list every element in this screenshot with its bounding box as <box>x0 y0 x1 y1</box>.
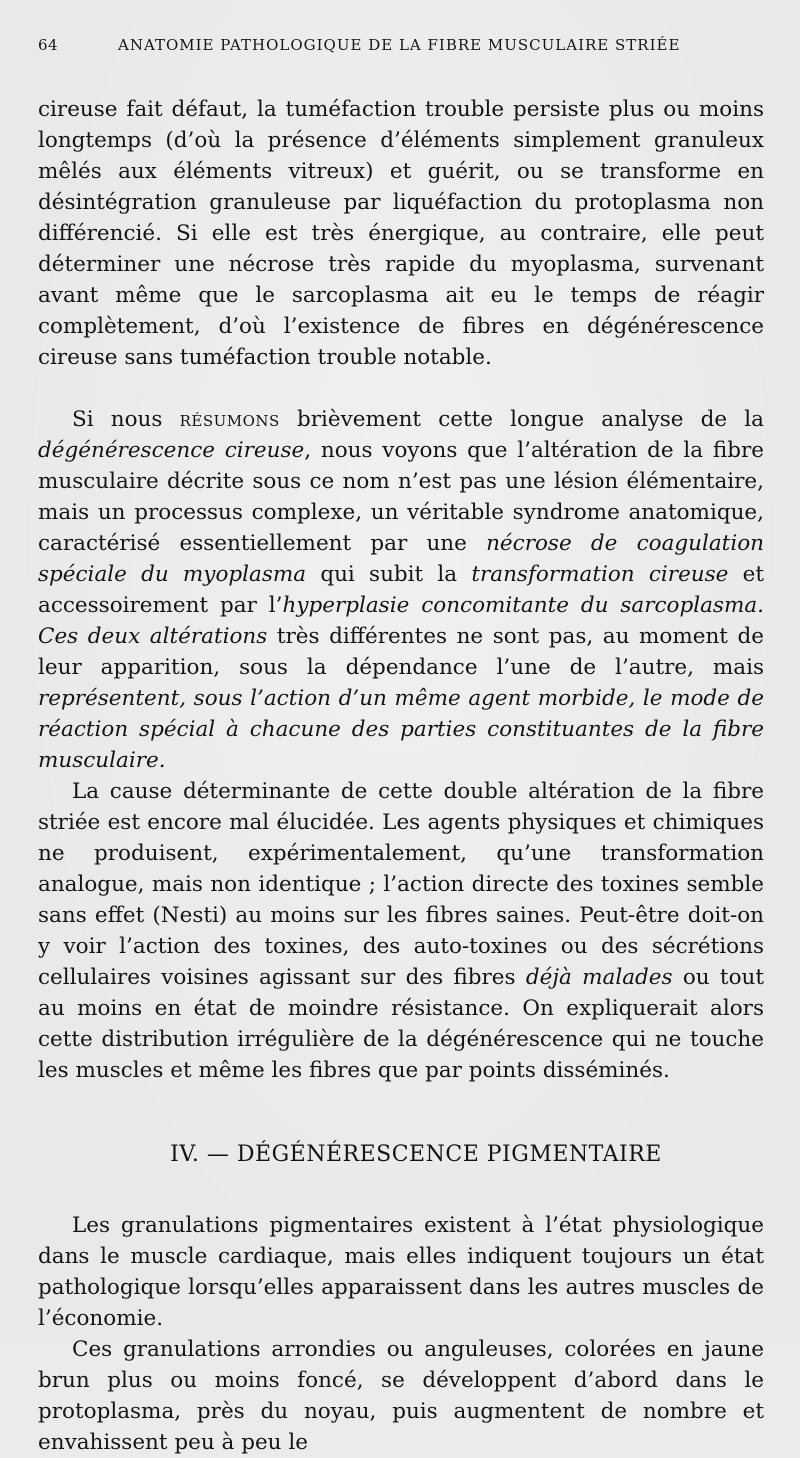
paragraph-2 <box>38 404 764 776</box>
paragraph-1-text: cireuse fait défaut, la tuméfaction trouble persiste plus ou moins longtemps (d’où la présence d’éléments simplement granuleux mêlés aux éléments vitreux) et guérit, ou se transforme en désintégration granuleuse par liquéfaction du protoplasma non différencié. Si elle est très énergique, au contraire, elle peut déterminer une nécrose très rapide du myoplasma, survenant avant même que le sarcoplasma ait eu le temps de réagir complètement, d’où l’existence de fibres en dégénérescence cireuse sans tuméfaction trouble notable. <box>38 97 764 370</box>
p2-text-5: et accessoirement par l’ <box>38 562 764 618</box>
paragraph-5 <box>38 1334 764 1458</box>
p2-text-1: Si nous <box>72 407 180 432</box>
p3-text-2: ou tout au moins en état de moindre résistance. On expliquerait alors cette distribution irrégulière de la dégénérescence qui ne touche les muscles et même les fibres que par points disséminés. <box>38 965 764 1083</box>
p2-text-3: , nous voyons que l’altération de la fibre musculaire décrite sous ce nom n’est pas une lésion élémentaire, mais un processus complexe, un véritable syndrome anatomique, caractérisé essentiellement par une <box>38 438 764 556</box>
p2-italic-necrose: nécrose de coagulation spéciale du myoplasma <box>38 531 764 587</box>
p2-italic-transformation: transformation cireuse <box>471 562 729 587</box>
running-header <box>38 30 764 58</box>
running-title: ANATOMIE PATHOLOGIQUE DE LA FIBRE MUSCULAIRE STRIÉE <box>118 36 681 54</box>
p3-text-1: La cause déterminante de cette double altération de la fibre striée est encore mal élucidée. Les agents physiques et chimiques ne produisent, expérimentalement, qu’une transformation analogue, mais non identique ; l’action directe des toxines semble sans effet (Nesti) au moins sur les fibres saines. Peut-être doit-on y voir l’action des toxines, des auto-toxines ou des sécrétions cellulaires voisines agissant sur des fibres <box>38 779 764 990</box>
page-body <box>38 94 764 1458</box>
paragraph-5-text: Ces granulations arrondies ou anguleuses, colorées en jaune brun plus ou moins foncé, se développent d’abord dans le protoplasma, près du noyau, puis augmentent de nombre et envahissent peu à peu le <box>38 1337 764 1455</box>
p2-italic-representent: représentent, sous l’action d’un même agent morbide, le mode de réaction spécial à chacune des parties constituantes de la fibre musculaire. <box>38 686 764 773</box>
p2-text-6: très différentes ne sont pas, au moment de leur apparition, sous la dépendance l’une de l’autre, mais <box>38 624 764 680</box>
section-heading: IV. — DÉGÉNÉRESCENCE PIGMENTAIRE <box>170 1142 662 1167</box>
p3-italic-deja-malades: déjà malades <box>525 965 673 990</box>
paragraph-3 <box>38 776 764 1086</box>
p2-italic-degenerescence-cireuse: dégénérescence cireuse <box>38 438 305 463</box>
p2-text-2: brièvement cette longue analyse de la <box>279 407 764 432</box>
paragraph-4-text: Les granulations pigmentaires existent à l’état physiologique dans le muscle cardiaque, mais elles indiquent toujours un état pathologique lorsqu’elles apparaissent dans les autres muscles de l’économie. <box>38 1213 764 1331</box>
paragraph-4 <box>38 1210 764 1334</box>
p2-text-4: qui subit la <box>306 562 472 587</box>
paragraph-1 <box>38 94 764 373</box>
p2-italic-hyperplasie: hyperplasie concomitante du sarcoplasma. Ces deux altérations <box>38 593 764 649</box>
p2-small-caps-resumons: résumons <box>179 407 280 432</box>
page-number: 64 <box>38 36 59 54</box>
